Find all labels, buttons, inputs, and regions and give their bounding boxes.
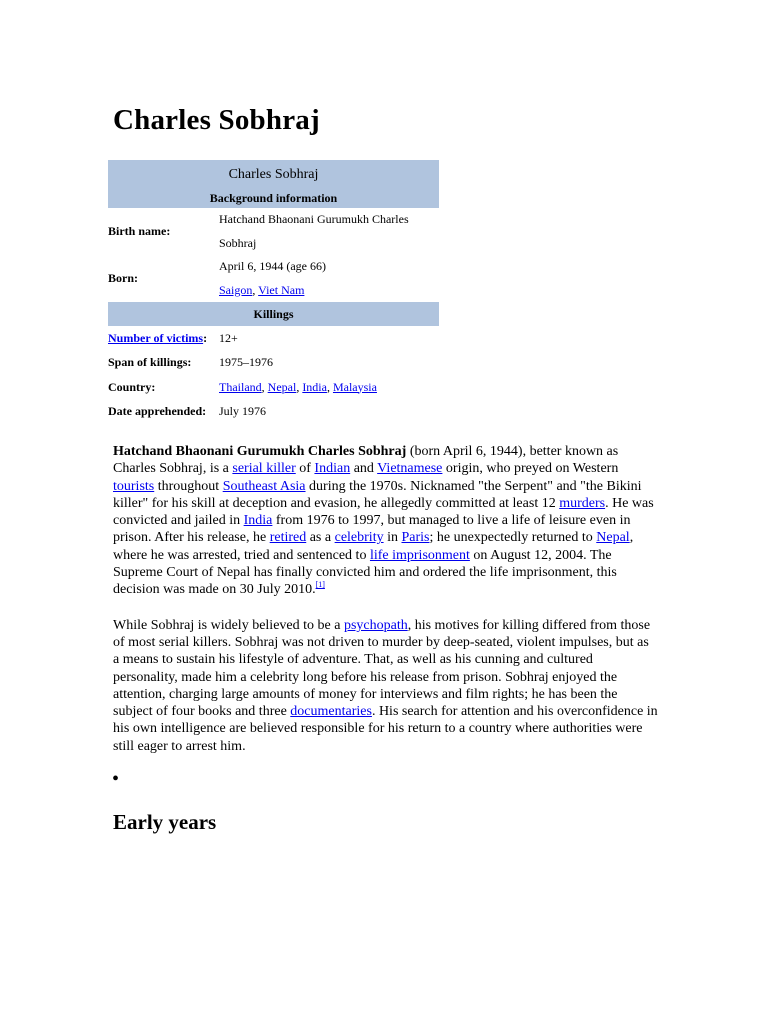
born-date: April 6, 1944 (age 66) xyxy=(219,259,326,273)
country-link-nepal[interactable]: Nepal xyxy=(267,379,297,394)
born-place-city-link[interactable]: Saigon xyxy=(219,282,253,297)
link-documentaries[interactable]: documentaries xyxy=(290,704,372,720)
link-paris[interactable]: Paris xyxy=(401,530,430,546)
infobox-row-country xyxy=(108,375,439,400)
text-run: throughout xyxy=(154,478,223,494)
born-place-separator: , xyxy=(252,282,259,297)
link-tourists[interactable]: tourists xyxy=(113,478,155,494)
subject-full-name: Hatchand Bhaonani Gurumukh Charles Sobhraj xyxy=(113,444,407,459)
victims-label-link[interactable]: Number of victims xyxy=(108,330,204,345)
link-psychopath[interactable]: psychopath xyxy=(343,617,408,633)
infobox-background-row xyxy=(108,188,439,208)
country-value xyxy=(219,375,439,400)
victims-value: 12+ xyxy=(219,330,238,345)
text-run: origin, who preyed on Western xyxy=(442,461,619,477)
text-run: in xyxy=(383,530,402,546)
text-run: on August 12, 2004. The Supreme Court of Nepal has finally convicted him and ordered the life imprisonment, this decision was made on 30 July 2010. xyxy=(113,547,617,598)
link-life-imprisonment[interactable]: life imprisonment xyxy=(369,547,470,563)
span-label: Span of killings: xyxy=(108,355,192,370)
list-bullet: • xyxy=(112,768,120,790)
infobox xyxy=(108,160,439,424)
apprehended-label: Date apprehended: xyxy=(108,404,207,419)
span-value: 1975–1976 xyxy=(219,355,273,369)
motives-paragraph xyxy=(113,617,658,755)
article-body xyxy=(113,443,658,773)
birth-name-line1: Hatchand Bhaonani Gurumukh Charles xyxy=(219,212,409,226)
link-retired[interactable]: retired xyxy=(269,530,307,546)
country-link-malaysia[interactable]: Malaysia xyxy=(332,379,377,394)
country-label: Country: xyxy=(108,379,156,394)
link-nepal[interactable]: Nepal xyxy=(596,530,630,546)
infobox-row-birth-name xyxy=(108,208,439,255)
text-run: (born April 6, 1944), better known as Charles Sobhraj, is a xyxy=(113,444,619,477)
country-link-thailand[interactable]: Thailand xyxy=(219,379,262,394)
text-run: ; he unexpectedly returned to xyxy=(429,530,597,546)
link-southeast-asia[interactable]: Southeast Asia xyxy=(222,478,306,494)
text-run: during the 1970s. Nicknamed "the Serpent" and "the Bikini killer" for his skill at deception and evasion, he allegedly committed at least 12 xyxy=(113,478,642,511)
apprehended-value: July 1976 xyxy=(219,404,267,418)
link-indian[interactable]: Indian xyxy=(314,461,351,477)
victims-label-colon: : xyxy=(203,330,208,345)
text-run: , his motives for killing differed from those of most serial killers. Sobhraj was not driven to murder by deep-seated, violent impulses, but as a means to sustain his lifestyle of adventure. That, as well as his cunning and cultured personality, made him a celebrity long before his release from prison. Sobhraj enjoyed the attention, charging large amounts of money for interviews and film rights; he has been the subject of four books and three xyxy=(113,617,651,720)
country-link-india[interactable]: India xyxy=(302,379,327,394)
birth-name-label: Birth name: xyxy=(108,224,171,238)
born-place-country-link[interactable]: Viet Nam xyxy=(258,282,305,297)
victims-label xyxy=(108,326,219,351)
birth-name-line2: Sobhraj xyxy=(219,235,257,250)
infobox-title-row xyxy=(108,160,439,188)
country-separator: , xyxy=(261,379,268,394)
link-india[interactable]: India xyxy=(243,513,273,529)
text-run: from 1976 to 1997, but managed to live a life of leisure even in prison. After his release, he xyxy=(113,513,631,546)
intro-paragraph xyxy=(113,443,658,599)
country-separator: , xyxy=(326,379,333,394)
birth-name-value xyxy=(219,208,439,255)
reference-link-1[interactable]: [1] xyxy=(315,580,325,590)
text-run: of xyxy=(295,461,315,477)
infobox-killings-header: Killings xyxy=(108,302,439,326)
link-murders[interactable]: murders xyxy=(559,495,606,511)
link-celebrity[interactable]: celebrity xyxy=(334,530,384,546)
text-run: as a xyxy=(306,530,335,546)
text-run: . His search for attention and his overconfidence in his own intelligence are believed responsible for his return to a country where authorities were still eager to arrest him. xyxy=(113,704,658,754)
infobox-row-born xyxy=(108,255,439,302)
page-title: Charles Sobhraj xyxy=(113,104,320,136)
born-value xyxy=(219,255,439,302)
text-run: . He was convicted and jailed in xyxy=(113,495,654,529)
text-run: and xyxy=(350,461,378,477)
link-vietnamese[interactable]: Vietnamese xyxy=(377,461,443,477)
country-separator: , xyxy=(296,379,303,394)
infobox-heading: Charles Sobhraj xyxy=(108,160,439,188)
infobox-killings-row xyxy=(108,302,439,326)
infobox-row-span xyxy=(108,351,439,376)
section-heading-early-years: Early years xyxy=(113,810,217,834)
born-label: Born: xyxy=(108,271,138,285)
text-run: While Sobhraj is widely believed to be a xyxy=(113,617,344,633)
infobox-background-header: Background information xyxy=(108,188,439,208)
infobox-row-victims xyxy=(108,326,439,351)
text-run: , where he was arrested, tried and sentenced to xyxy=(113,530,634,563)
infobox-row-apprehended xyxy=(108,400,439,425)
link-serial-killer[interactable]: serial killer xyxy=(232,461,296,477)
